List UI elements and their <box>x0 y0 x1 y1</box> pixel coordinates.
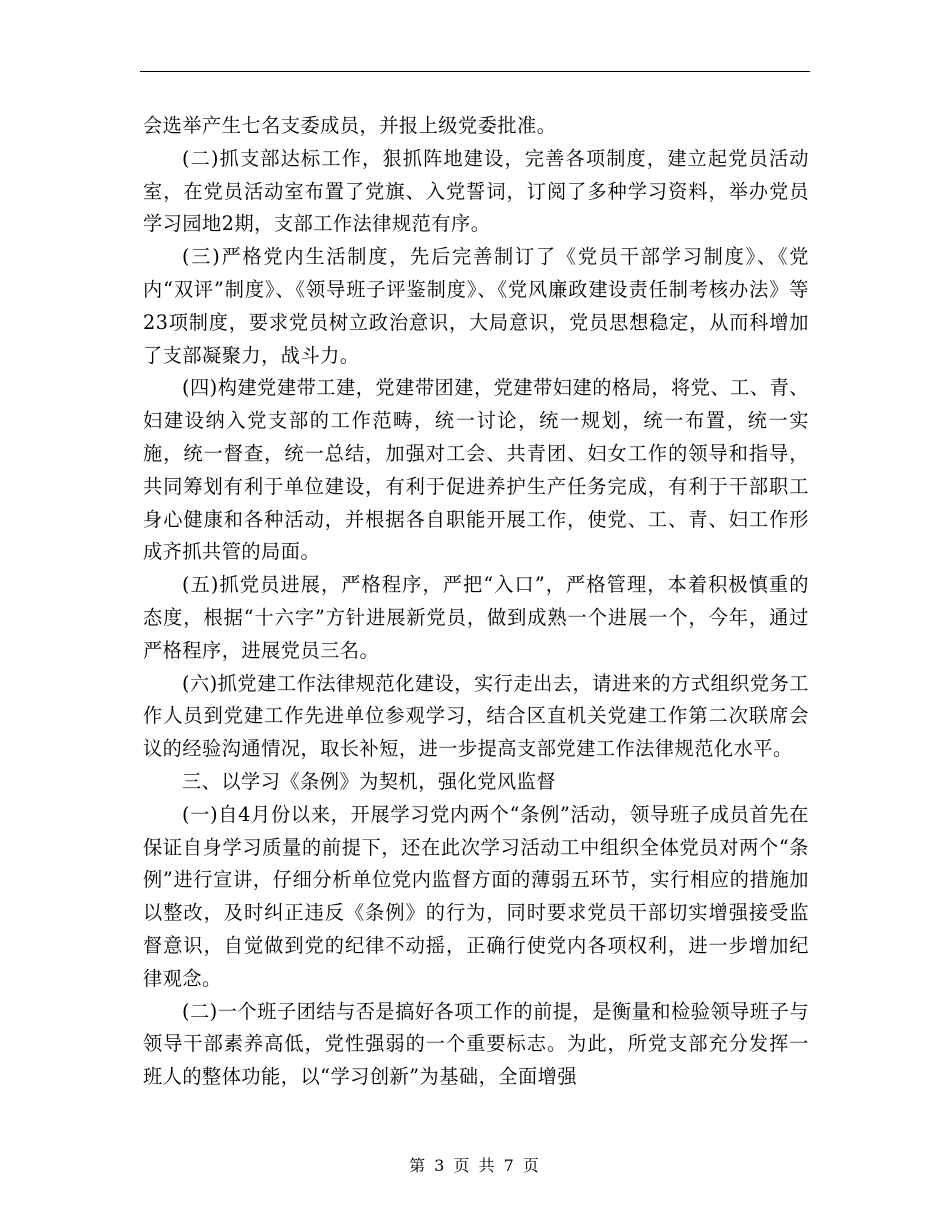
document-body <box>143 110 809 1094</box>
paragraph: (五)抓党员进展，严格程序，严把“入口”，严格管理，本着积极慎重的态度，根据“十六字”方针进展新党员，做到成熟一个进展一个，今年，通过严格程序，进展党员三名。 <box>143 573 809 662</box>
section-heading: 三、以学习《条例》为契机，强化党风监督 <box>182 769 557 793</box>
paragraph: (四)构建党建带工建，党建带团建，党建带妇建的格局，将党、工、青、妇建设纳入党支部的工作范畴，统一讨论，统一规划，统一布置，统一实施，统一督查，统一总结，加强对工会、共青团、妇女工作的领导和指导，共同筹划有利于单位建设，有利于促进养护生产任务完成，有利于干部职工身心健康和各种活动，并根据各自职能开展工作，使党、工、青、妇工作形成齐抓共管的局面。 <box>143 376 809 564</box>
paragraph: (六)抓党建工作法律规范化建设，实行走出去，请进来的方式组织党务工作人员到党建工作先进单位参观学习，结合区直机关党建工作第二次联席会议的经验沟通情况，取长补短，进一步提高支部党建工作法律规范化水平。 <box>143 671 809 761</box>
paragraph: 会选举产生七名支委成员，并报上级党委批准。 <box>143 114 557 137</box>
paragraph: (二)一个班子团结与否是搞好各项工作的前提，是衡量和检验领导班子与领导干部素养高低，党性强弱的一个重要标志。为此，所党支部充分发挥一班人的整体功能，以“学习创新”为基础，全面增强 <box>143 999 809 1089</box>
header-rule <box>140 71 810 72</box>
paragraph: (一)自4月份以来，开展学习党内两个“条例”活动，领导班子成员首先在保证自身学习质量的前提下，还在此次学习活动工中组织全体党员对两个“条例”进行宣讲，仔细分析单位党内监督方面的薄弱五环节，实行相应的措施加以整改，及时纠正违反《条例》的行为，同时要求党员干部切实增强接受监督意识，自觉做到党的纪律不动摇，正确行使党内各项权利，进一步增加纪律观念。 <box>143 802 809 990</box>
page-number-footer: 第 3 页 共 7 页 <box>409 1156 541 1175</box>
paragraph: (三)严格党内生活制度，先后完善制订了《党员干部学习制度》、《党内“双评”制度》、《领导班子评鉴制度》、《党风廉政建设责任制考核办法》等23项制度，要求党员树立政治意识，大局意识，党员思想稳定，从而科增加了支部凝聚力，战斗力。 <box>143 245 809 367</box>
paragraph: (二)抓支部达标工作，狠抓阵地建设，完善各项制度，建立起党员活动室，在党员活动室布置了党旗、入党誓词，订阅了多种学习资料，举办党员学习园地2期，支部工作法律规范有序。 <box>143 146 809 236</box>
